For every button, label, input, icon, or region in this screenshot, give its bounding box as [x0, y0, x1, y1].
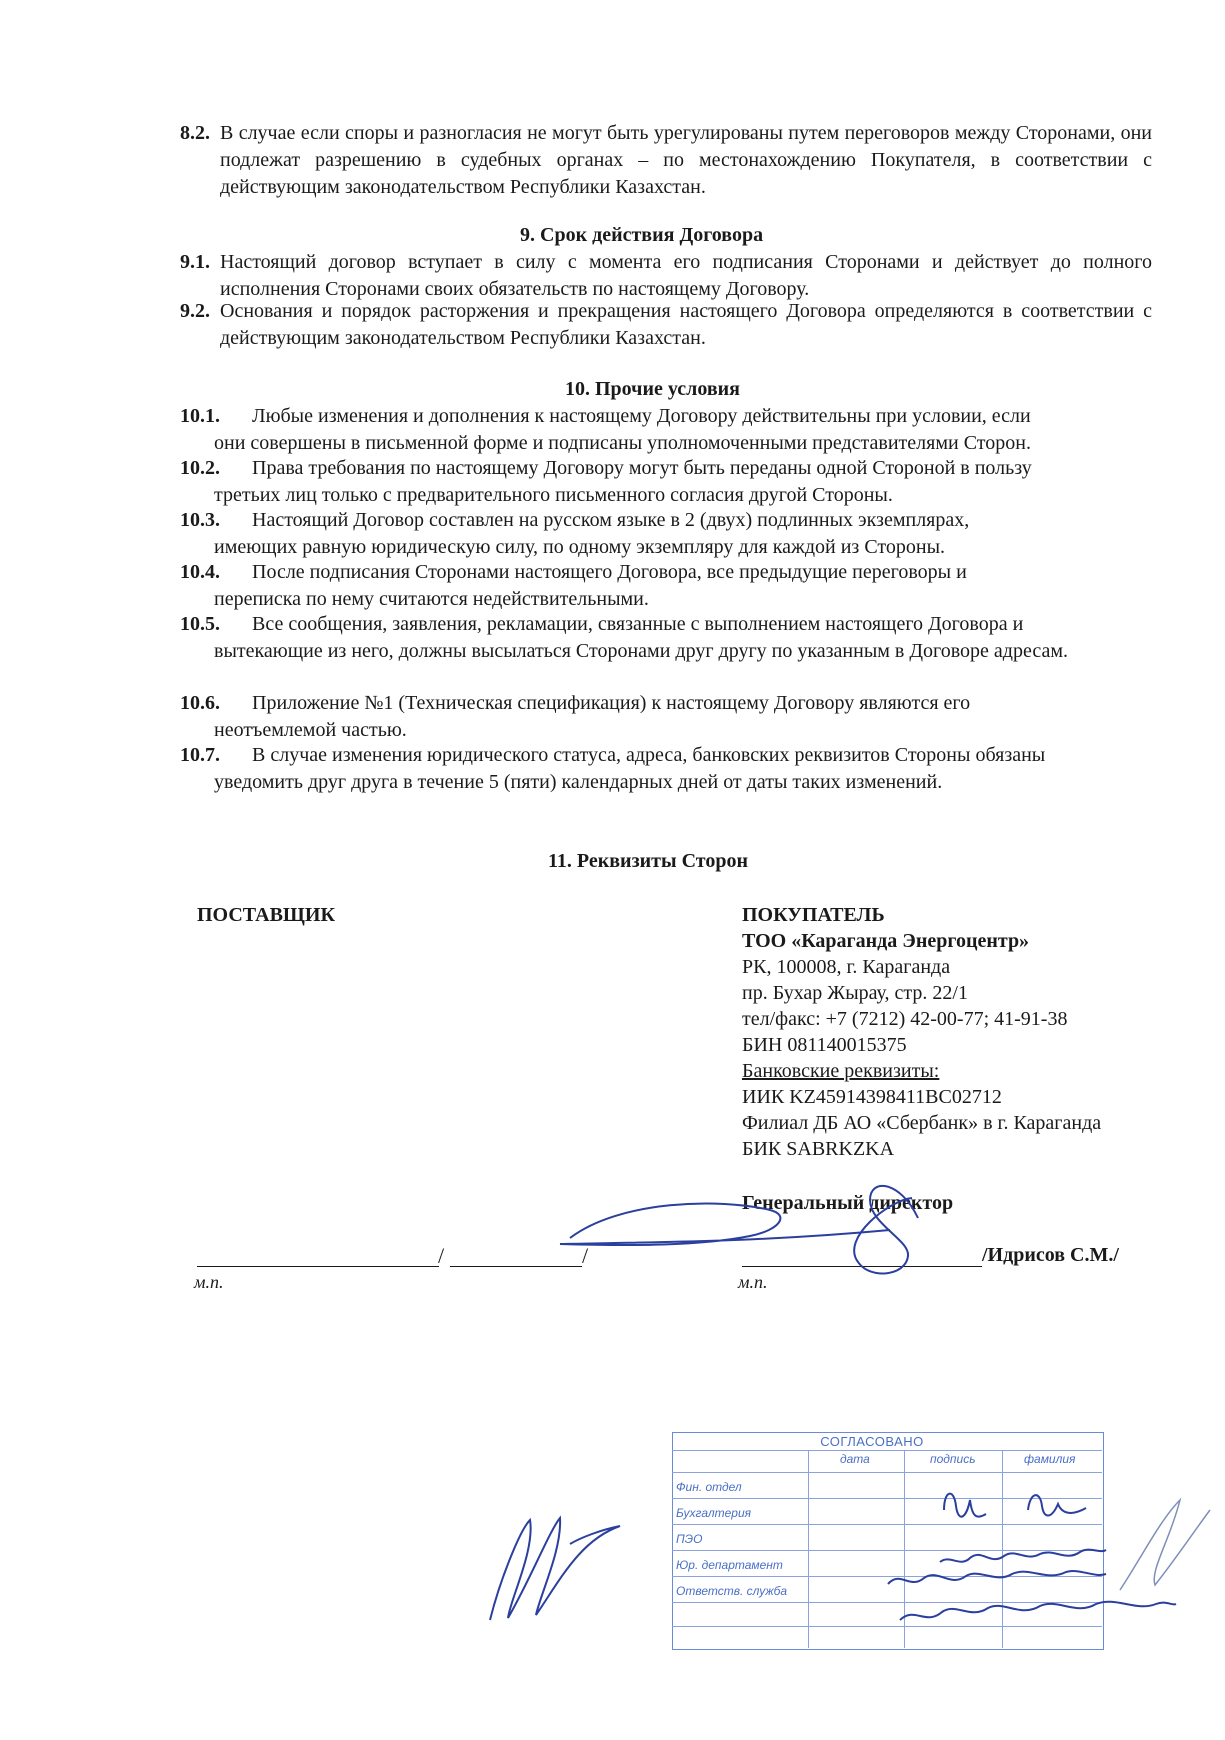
clause-number: 10.3.	[180, 509, 220, 531]
buyer-phone: тел/факс: +7 (7212) 42-00-77; 41-91-38	[742, 1008, 1068, 1030]
stamp-row-label: ПЭО	[676, 1532, 703, 1546]
stamp-col-name: фамилия	[1024, 1452, 1076, 1466]
clause-10-1	[180, 403, 1152, 457]
stamp-rule	[672, 1450, 1102, 1451]
stamp-row-label: Бухгалтерия	[676, 1506, 752, 1520]
section-9-title: 9. Срок действия Договора	[520, 224, 764, 246]
clause-number: 10.1.	[180, 405, 220, 427]
stamp-col-date: дата	[840, 1452, 870, 1466]
clause-9-1	[180, 249, 1152, 303]
clause-text-first: Любые изменения и дополнения к настоящему Договору действительны при условии, если	[252, 405, 1031, 427]
approver-signature	[470, 1500, 650, 1630]
clause-text: Настоящий договор вступает в силу с момента его подписания Сторонами и действует до полного исполнения Сторонами своих обязательств по настоящему Договору.	[220, 251, 1152, 300]
stamp-row-label: Ответств. служба	[676, 1584, 788, 1598]
buyer-iik: ИИК KZ45914398411BC02712	[742, 1086, 1002, 1108]
clause-number: 10.6.	[180, 692, 220, 714]
buyer-bank: Филиал ДБ АО «Сбербанк» в г. Караганда	[742, 1112, 1102, 1134]
clause-10-5	[180, 611, 1152, 665]
clause-10-4	[180, 559, 1152, 613]
stamp-col-sign: подпись	[930, 1452, 976, 1466]
clause-10-7	[180, 742, 1152, 796]
buyer-address-street: пр. Бухар Жырау, стр. 22/1	[742, 982, 968, 1004]
buyer-position: Генеральный директор	[742, 1192, 954, 1214]
section-11-title: 11. Реквизиты Сторон	[548, 850, 748, 872]
buyer-stamp-place: м.п.	[738, 1272, 768, 1292]
clause-number: 10.4.	[180, 561, 220, 583]
buyer-bik: БИК SABRKZKA	[742, 1138, 895, 1160]
clause-text-cont: уведомить друг друга в течение 5 (пяти) календарных дней от даты таких изменений.	[214, 771, 943, 793]
buyer-company: ТОО «Караганда Энергоцентр»	[742, 930, 1030, 952]
supplier-signature-line	[197, 1266, 439, 1267]
clause-number: 9.1.	[180, 251, 210, 273]
stamp-col-rule	[808, 1450, 809, 1648]
clause-text-cont: переписка по нему считаются недействительными.	[214, 588, 649, 610]
buyer-bin: БИН 081140015375	[742, 1034, 907, 1056]
clause-text-cont: они совершены в письменной форме и подписаны уполномоченными представителями Сторон.	[214, 432, 1031, 454]
clause-9-2	[180, 298, 1152, 352]
clause-text-cont: третьих лиц только с предварительного письменного согласия другой Стороны.	[214, 484, 893, 506]
director-signature	[540, 1160, 940, 1280]
clause-text-first: Права требования по настоящему Договору могут быть переданы одной Стороной в пользу	[252, 457, 1032, 479]
clause-text-first: Приложение №1 (Техническая спецификация) к настоящему Договору являются его	[252, 692, 971, 714]
slash: /	[438, 1243, 445, 1268]
clause-text: В случае если споры и разногласия не могут быть урегулированы путем переговоров между Сторонами, они подлежат разрешению в судебных органах – по местонахождению Покупателя, в соответствии с действующим законодательством Республики Казахстан.	[220, 122, 1152, 198]
section-10-title: 10. Прочие условия	[565, 378, 740, 400]
supplier-stamp-place: м.п.	[194, 1272, 224, 1292]
buyer-label: ПОКУПАТЕЛЬ	[742, 904, 885, 926]
clause-text-first: Настоящий Договор составлен на русском языке в 2 (двух) подлинных экземплярах,	[252, 509, 970, 531]
clause-number: 10.2.	[180, 457, 220, 479]
buyer-bank-title: Банковские реквизиты:	[742, 1060, 940, 1082]
clause-number: 9.2.	[180, 300, 210, 322]
stamp-title: СОГЛАСОВАНО	[820, 1434, 924, 1449]
slash: /	[582, 1243, 589, 1268]
clause-number: 8.2.	[180, 122, 210, 144]
clause-text-cont: вытекающие из него, должны высылаться Сторонами друг другу по указанным в Договоре адресам.	[214, 640, 1068, 662]
clause-text: Основания и порядок расторжения и прекращения настоящего Договора определяются в соответствии с действующим законодательством Республики Казахстан.	[220, 300, 1152, 349]
clause-10-2	[180, 455, 1152, 509]
clause-10-3	[180, 507, 1152, 561]
supplier-label: ПОСТАВЩИК	[197, 904, 335, 926]
buyer-address-city: РК, 100008, г. Караганда	[742, 956, 951, 978]
director-name: /Идрисов С.М./	[982, 1244, 1119, 1266]
clause-text-first: Все сообщения, заявления, рекламации, связанные с выполнением настоящего Договора и	[252, 613, 1024, 635]
clause-10-6	[180, 690, 1152, 744]
clause-number: 10.5.	[180, 613, 220, 635]
stamp-row-label: Юр. департамент	[676, 1558, 783, 1572]
clause-number: 10.7.	[180, 744, 220, 766]
clause-8-2	[180, 120, 1152, 201]
clause-text-cont: имеющих равную юридическую силу, по одному экземпляру для каждой из Стороны.	[214, 536, 946, 558]
clause-text-first: В случае изменения юридического статуса, адреса, банковских реквизитов Стороны обязаны	[252, 744, 1046, 766]
stamp-handwriting	[880, 1560, 1180, 1650]
clause-text-cont: неотъемлемой частью.	[214, 719, 407, 741]
clause-text-first: После подписания Сторонами настоящего Договора, все предыдущие переговоры и	[252, 561, 967, 583]
stamp-row-label: Фин. отдел	[676, 1480, 742, 1494]
